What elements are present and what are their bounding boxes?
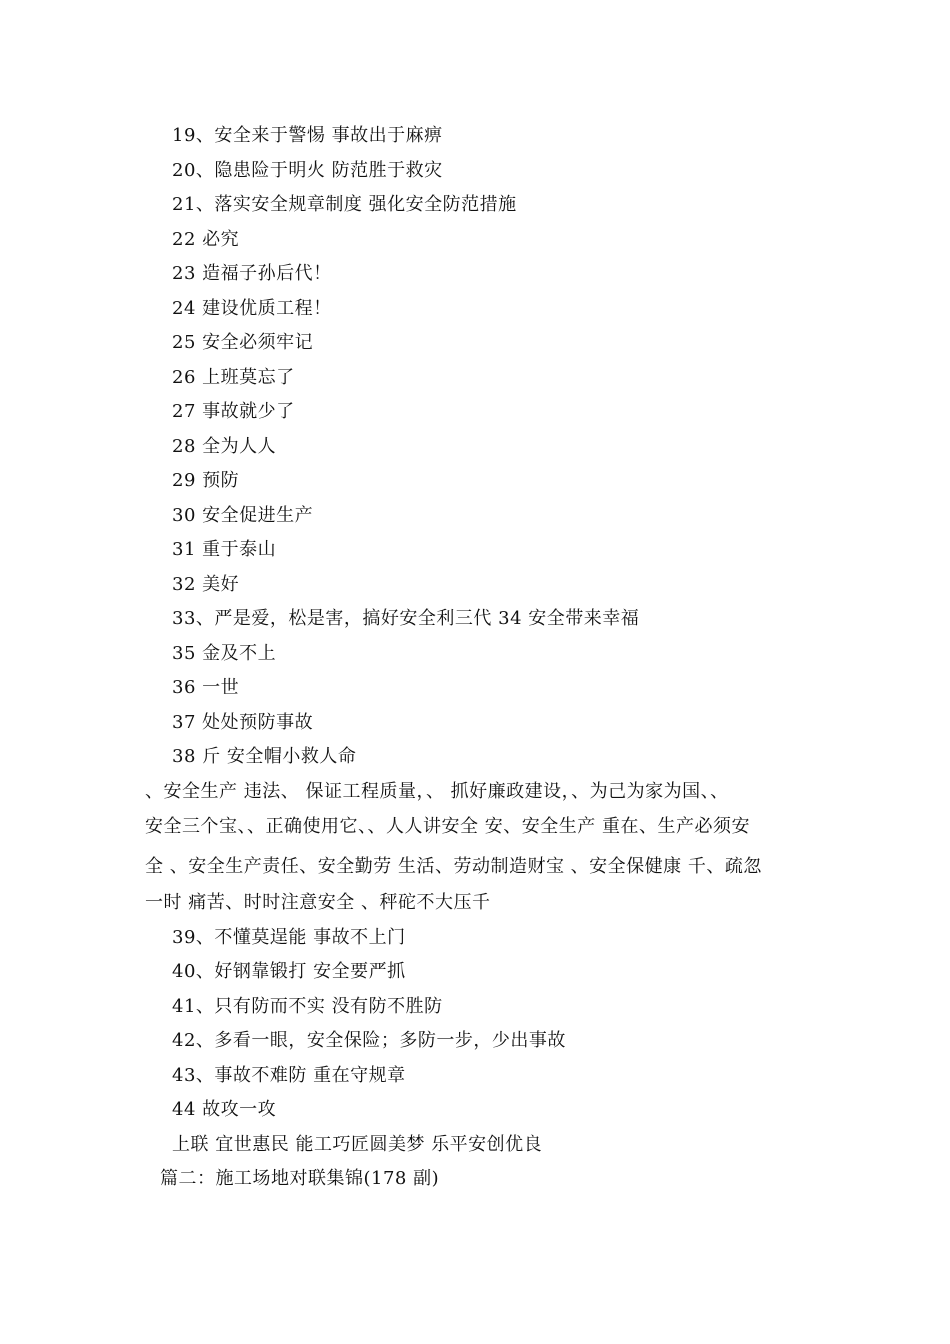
list-item: 26 上班莫忘了 — [172, 367, 295, 388]
list-item: 39、不懂莫逞能 事故不上门 — [172, 927, 406, 948]
paragraph-line: 全 、安全生产责任、安全勤劳 生活、劳动制造财宝 、安全保健康 千、疏忽 — [145, 856, 762, 877]
list-item: 25 安全必须牢记 — [172, 332, 314, 353]
list-item: 20、隐患险于明火 防范胜于救灾 — [172, 160, 443, 181]
list-item: 37 处处预防事故 — [172, 712, 314, 733]
list-item: 40、好钢靠锻打 安全要严抓 — [172, 961, 406, 982]
list-item: 29 预防 — [172, 470, 240, 491]
list-item: 38 斤 安全帽小救人命 — [172, 746, 357, 767]
list-item: 30 安全促进生产 — [172, 505, 314, 526]
list-item: 21、落实安全规章制度 强化安全防范措施 — [172, 194, 517, 215]
list-item: 36 一世 — [172, 677, 240, 698]
list-item: 43、事故不难防 重在守规章 — [172, 1065, 406, 1086]
list-item: 23 造福子孙后代！ — [172, 263, 332, 284]
list-item: 31 重于泰山 — [172, 539, 277, 560]
list-item: 27 事故就少了 — [172, 401, 295, 422]
paragraph-line: 、安全生产 违法、 保证工程质量，、 抓好廉政建设，、为己为家为国、、 — [145, 781, 729, 802]
list-item: 28 全为人人 — [172, 436, 277, 457]
list-item: 41、只有防而不实 没有防不胜防 — [172, 996, 443, 1017]
list-item: 24 建设优质工程！ — [172, 298, 332, 319]
list-item: 32 美好 — [172, 574, 240, 595]
list-item: 44 故攻一攻 — [172, 1099, 277, 1120]
list-item: 22 必究 — [172, 229, 240, 250]
list-item: 42、多看一眼，安全保险；多防一步，少出事故 — [172, 1030, 566, 1051]
list-item: 35 金及不上 — [172, 643, 277, 664]
section-title: 篇二：施工场地对联集锦(178 副) — [160, 1168, 440, 1189]
couplet-line: 上联 宜世惠民 能工巧匠圆美梦 乐平安创优良 — [172, 1134, 543, 1155]
paragraph-line: 一时 痛苦、时时注意安全 、秤砣不大压千 — [145, 892, 491, 913]
list-item: 19、安全来于警惕 事故出于麻痹 — [172, 125, 443, 146]
paragraph-line: 安全三个宝、、正确使用它、、人人讲安全 安、安全生产 重在、生产必须安 — [145, 816, 750, 837]
list-item: 33、严是爱，松是害，搞好安全利三代 34 安全带来幸福 — [172, 608, 640, 629]
